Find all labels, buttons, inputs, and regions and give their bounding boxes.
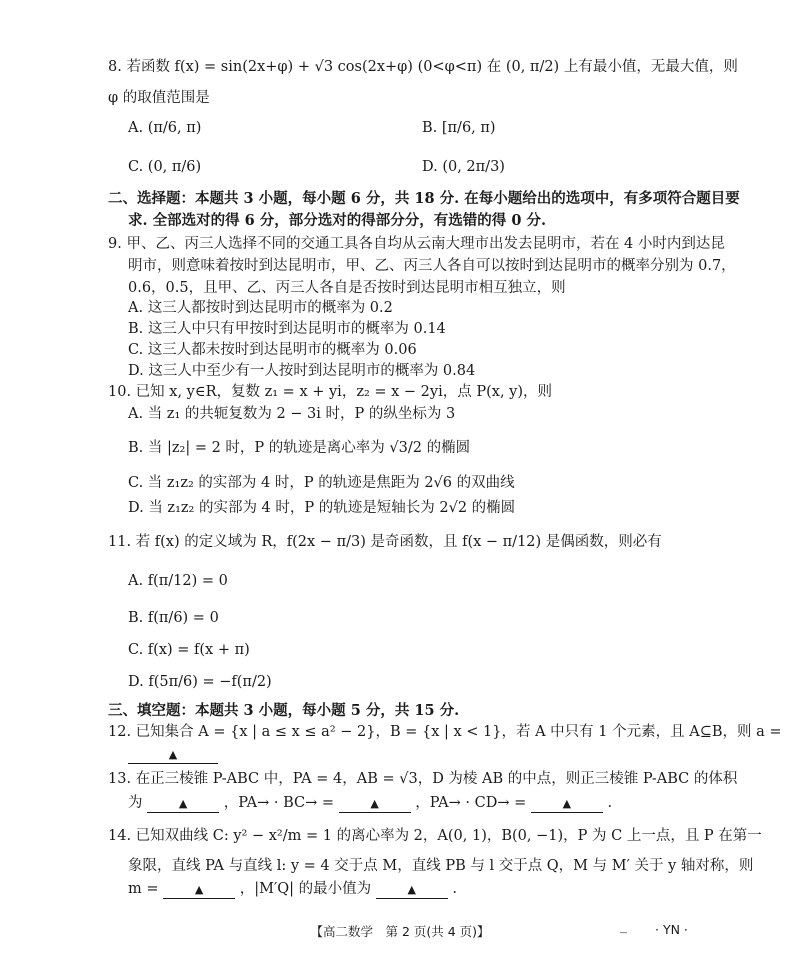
q11-option-c: C. f(x) = f(x + π)	[128, 642, 250, 658]
q10-stem: 10. 已知 x, y∈R，复数 z₁ = x + yi，z₂ = x − 2yi，点 P(x, y)，则	[108, 384, 553, 400]
q13-mid2-text: ，PA→ · CD→ =	[415, 795, 527, 811]
q13-blank-volume[interactable]: ▲	[147, 796, 219, 813]
q13-answer-line	[128, 793, 612, 813]
q14-pre-text: m =	[128, 881, 159, 897]
q13-blank-pa-bc[interactable]: ▲	[339, 796, 411, 813]
q14-mid-text: ，|M′Q| 的最小值为	[239, 881, 372, 897]
q12-stem: 12. 已知集合 A = {x | a ≤ x ≤ a² − 2}，B = {x | x < 1}，若 A 中只有 1 个元素，且 A⊆B，则 a =	[108, 724, 782, 740]
q8-option-b: B. [π/6, π)	[422, 120, 496, 136]
q9-option-b: B. 这三人中只有甲按时到达昆明市的概率为 0.14	[128, 321, 446, 337]
q8-stem-line1: 8. 若函数 f(x) = sin(2x+φ) + √3 cos(2x+φ) (0<φ<π) 在 (0, π/2) 上有最小值，无最大值，则	[108, 59, 738, 75]
q14-answer-line	[128, 879, 457, 899]
q13-mid1-text: ，PA→ · BC→ =	[223, 795, 335, 811]
q8-option-c: C. (0, π/6)	[128, 159, 202, 175]
q12-answer-blank[interactable]: ▲	[128, 747, 218, 764]
q10-option-b: B. 当 |z₂| = 2 时，P 的轨迹是离心率为 √3/2 的椭圆	[128, 440, 471, 456]
q14-stem-line1: 14. 已知双曲线 C: y² − x²/m = 1 的离心率为 2，A(0, 1)，B(0, −1)，P 为 C 上一点，且 P 在第一	[108, 828, 762, 844]
page-footer: 【高二数学 第 2 页(共 4 页)】	[310, 924, 490, 939]
q14-blank-min[interactable]: ▲	[376, 882, 448, 899]
q10-option-c: C. 当 z₁z₂ 的实部为 4 时，P 的轨迹是焦距为 2√6 的双曲线	[128, 475, 515, 491]
q9-option-c: C. 这三人都未按时到达昆明市的概率为 0.06	[128, 342, 417, 358]
q11-option-b: B. f(π/6) = 0	[128, 610, 219, 626]
q10-option-a: A. 当 z₁ 的共轭复数为 2 − 3i 时，P 的纵坐标为 3	[128, 406, 456, 422]
q8-option-d: D. (0, 2π/3)	[422, 159, 505, 175]
q11-stem: 11. 若 f(x) 的定义域为 R，f(2x − π/3) 是奇函数，且 f(x − π/12) 是偶函数，则必有	[108, 534, 662, 550]
q13-blank-pa-cd[interactable]: ▲	[531, 796, 603, 813]
q9-option-d: D. 这三人中至少有一人按时到达昆明市的概率为 0.84	[128, 363, 476, 379]
footer-dash: _	[620, 918, 627, 934]
q13-end-text: .	[607, 795, 613, 811]
q14-blank-m[interactable]: ▲	[163, 882, 235, 899]
q8-stem-line2: φ 的取值范围是	[108, 90, 210, 106]
q14-stem-line2: 象限，直线 PA 与直线 l: y = 4 交于点 M，直线 PB 与 l 交于点 Q，M 与 M′ 关于 y 轴对称，则	[128, 858, 754, 874]
q9-stem-line1: 9. 甲、乙、丙三人选择不同的交通工具各自均从云南大理市出发去昆明市，若在 4 小时内到达昆	[108, 236, 725, 252]
q14-end-text: .	[452, 881, 457, 897]
q9-option-a: A. 这三人都按时到达昆明市的概率为 0.2	[128, 300, 393, 316]
q8-option-a: A. (π/6, π)	[128, 120, 202, 136]
section2-heading-line2: 求. 全部选对的得 6 分，部分选对的得部分分，有选错的得 0 分.	[128, 212, 547, 229]
q11-option-d: D. f(5π/6) = −f(π/2)	[128, 674, 272, 690]
q10-option-d: D. 当 z₁z₂ 的实部为 4 时，P 的轨迹是短轴长为 2√2 的椭圆	[128, 500, 516, 516]
section3-heading: 三、填空题：本题共 3 小题，每小题 5 分，共 15 分.	[108, 702, 460, 719]
q9-stem-line3: 0.6，0.5，且甲、乙、丙三人各自是否按时到达昆明市相互独立，则	[128, 280, 566, 296]
footer-code: · YN ·	[655, 922, 688, 937]
q11-option-a: A. f(π/12) = 0	[128, 573, 228, 589]
q13-stem: 13. 在正三棱锥 P-ABC 中，PA = 4，AB = √3，D 为棱 AB 的中点，则正三棱锥 P-ABC 的体积	[108, 771, 738, 787]
section2-heading-line1: 二、选择题：本题共 3 小题，每小题 6 分，共 18 分. 在每小题给出的选项中，有多项符合题目要	[108, 190, 740, 207]
q12-answer-line	[128, 744, 218, 764]
q9-stem-line2: 明市，则意味着按时到达昆明市，甲、乙、丙三人各自可以按时到达昆明市的概率分别为 0.7，	[128, 258, 736, 274]
q13-pre-text: 为	[128, 795, 143, 811]
